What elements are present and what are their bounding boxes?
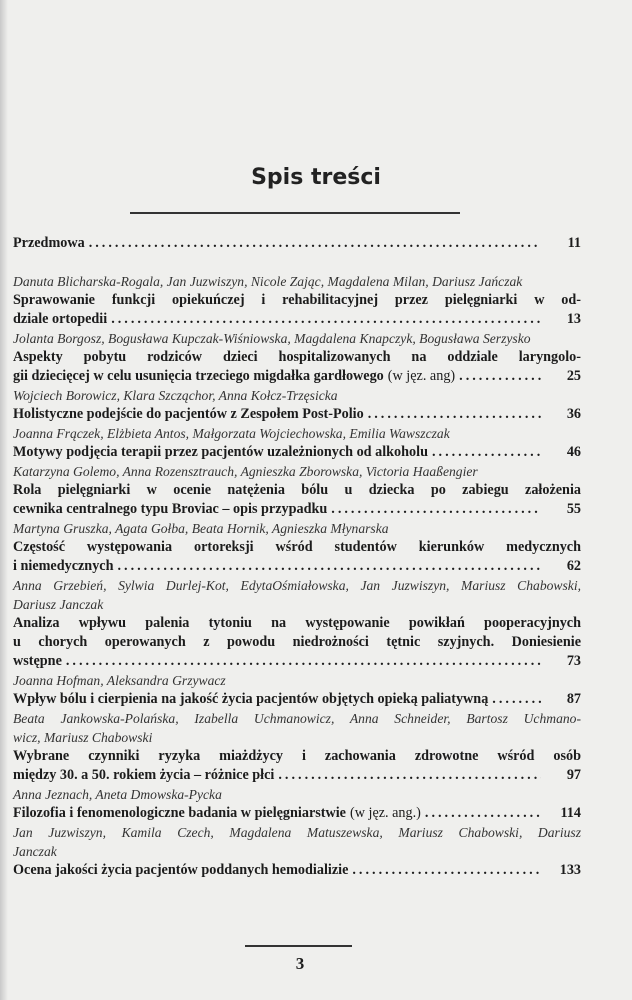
entry-page-number: 97 — [566, 767, 581, 783]
entry-title-last-line — [13, 804, 581, 823]
entry-page-number: 87 — [566, 691, 581, 707]
entry-page-number: 114 — [560, 805, 581, 821]
entry-title-line: Aspekty pobytu rodziców dzieci hospitalizowanych na oddziale laryngolo- — [13, 349, 581, 365]
page-edge-shadow — [0, 0, 8, 1000]
entry-title-line: Ocena jakości życia pacjentów poddanych hemodializie — [13, 862, 349, 878]
dot-leader — [459, 367, 541, 386]
toc-entry[interactable] — [13, 329, 581, 386]
entry-authors: Anna Grzebień, Sylwia Durlej-Kot, EdytaOśmiałowska, Jan Juzwiszyn, Mariusz Chabowski, — [13, 578, 581, 593]
entry-title-line: Wybrane czynniki ryzyka miażdżycy i zachowania zdrowotne wśród osób — [13, 748, 581, 764]
entry-title-line: Holistyczne podejście do pacjentów z Zespołem Post-Polio — [13, 406, 364, 422]
entry-title-last-line — [13, 443, 581, 462]
page-title: Spis treści — [251, 165, 381, 190]
toc-entry[interactable] — [13, 424, 581, 462]
toc-entry[interactable] — [13, 709, 581, 785]
entry-title-last-line — [13, 766, 581, 785]
entry-title-last-line — [13, 310, 581, 329]
dot-leader — [278, 766, 541, 785]
dot-leader — [66, 652, 541, 671]
entry-title-line: gii dziecięcej w celu usunięcia trzeciego migdałka gardłowego — [13, 368, 384, 384]
entry-title-line: Sprawowanie funkcji opiekuńczej i rehabilitacyjnej przez pielęgniarki w od- — [13, 292, 581, 308]
entry-page-number: 133 — [559, 862, 581, 878]
entry-title-line: Filozofia i fenomenologiczne badania w pielęgniarstwie — [13, 805, 346, 821]
toc-entry[interactable] — [13, 234, 581, 253]
entry-authors: Danuta Blicharska-Rogala, Jan Juzwiszyn, Nicole Zając, Magdalena Milan, Dariusz Jańczak — [13, 274, 523, 289]
entry-authors: Anna Jeznach, Aneta Dmowska-Pycka — [13, 787, 222, 802]
toc-entry[interactable] — [13, 823, 581, 880]
entry-title-line: Częstość występowania ortoreksji wśród studentów kierunków medycznych — [13, 539, 581, 555]
entry-title-last-line — [13, 652, 581, 671]
dot-leader — [331, 500, 541, 519]
entry-page-number: 36 — [566, 406, 581, 422]
entry-authors: wicz, Mariusz Chabowski — [13, 730, 153, 745]
entry-title-line: Rola pielęgniarki w ocenie natężenia bólu u dziecka po zabiegu założenia — [13, 482, 581, 498]
entry-page-number: 62 — [566, 558, 581, 574]
entry-page-number: 11 — [567, 235, 581, 251]
toc-entry[interactable] — [13, 462, 581, 519]
entry-authors: Janczak — [13, 844, 57, 859]
dot-leader — [111, 310, 541, 329]
entry-title-line: Analiza wpływu palenia tytoniu na występowanie powikłań pooperacyjnych — [13, 615, 581, 631]
entry-title-last-line — [13, 367, 581, 386]
entry-authors: Joanna Frączek, Elżbieta Antos, Małgorzata Wojciechowska, Emilia Wawszczak — [13, 426, 450, 441]
entry-title-line: dziale ortopedii — [13, 311, 108, 327]
footer-rule — [245, 945, 352, 947]
dot-leader — [425, 804, 541, 823]
toc-entry[interactable] — [13, 576, 581, 671]
entry-title-line: u chorych operowanych z powodu niedrożności tętnic szyjnych. Doniesienie — [13, 634, 581, 650]
table-of-contents — [13, 234, 581, 880]
entry-language-note: (w jęz. ang) — [387, 368, 456, 384]
entry-page-number: 25 — [566, 368, 581, 384]
title-underline — [130, 212, 460, 214]
dot-leader — [432, 443, 541, 462]
dot-leader — [117, 557, 541, 576]
dot-leader — [368, 405, 541, 424]
entry-title-last-line — [13, 500, 581, 519]
entry-page-number: 46 — [566, 444, 581, 460]
entry-title-line: Przedmowa — [13, 235, 85, 251]
toc-entry[interactable] — [13, 386, 581, 424]
entry-title-line: cewnika centralnego typu Broviac – opis przypadku — [13, 501, 328, 517]
entry-authors: Beata Jankowska-Polańska, Izabella Uchmanowicz, Anna Schneider, Bartosz Uchmano- — [13, 711, 581, 726]
entry-title-line: Wpływ bólu i cierpienia na jakość życia pacjentów objętych opieką paliatywną — [13, 691, 489, 707]
entry-title-line: i niemedycznych — [13, 558, 114, 574]
dot-leader — [89, 234, 541, 253]
entry-authors: Martyna Gruszka, Agata Gołba, Beata Hornik, Agnieszka Młynarska — [13, 521, 389, 536]
entry-title-last-line — [13, 557, 581, 576]
entry-authors: Jolanta Borgosz, Bogusława Kupczak-Wiśniowska, Magdalena Knapczyk, Bogusława Serzysko — [13, 331, 531, 346]
entry-language-note: (w jęz. ang.) — [349, 805, 421, 821]
dot-leader — [352, 861, 541, 880]
page-number: 3 — [295, 954, 305, 973]
entry-authors: Katarzyna Golemo, Anna Rozensztrauch, Agnieszka Zborowska, Victoria Haaßengier — [13, 464, 478, 479]
entry-authors: Dariusz Janczak — [13, 597, 104, 612]
toc-entry[interactable] — [13, 671, 581, 709]
entry-authors: Joanna Hofman, Aleksandra Grzywacz — [13, 673, 226, 688]
toc-entry[interactable] — [13, 272, 581, 329]
entry-title-line: między 30. a 50. rokiem życia – różnice płci — [13, 767, 275, 783]
toc-entry[interactable] — [13, 519, 581, 576]
dot-leader — [492, 690, 541, 709]
entry-page-number: 73 — [566, 653, 581, 669]
entry-title-last-line — [13, 861, 581, 880]
toc-entry[interactable] — [13, 785, 581, 823]
entry-title-line: wstępne — [13, 653, 62, 669]
entry-authors: Jan Juzwiszyn, Kamila Czech, Magdalena Matuszewska, Mariusz Chabowski, Dariusz — [13, 825, 581, 840]
entry-title-last-line — [13, 405, 581, 424]
entry-title-last-line — [13, 690, 581, 709]
entry-title-line: Motywy podjęcia terapii przez pacjentów uzależnionych od alkoholu — [13, 444, 428, 460]
entry-authors: Wojciech Borowicz, Klara Szcząchor, Anna Kołcz-Trzęsicka — [13, 388, 338, 403]
entry-title-last-line — [13, 234, 581, 253]
entry-page-number: 13 — [566, 311, 581, 327]
entry-page-number: 55 — [566, 501, 581, 517]
